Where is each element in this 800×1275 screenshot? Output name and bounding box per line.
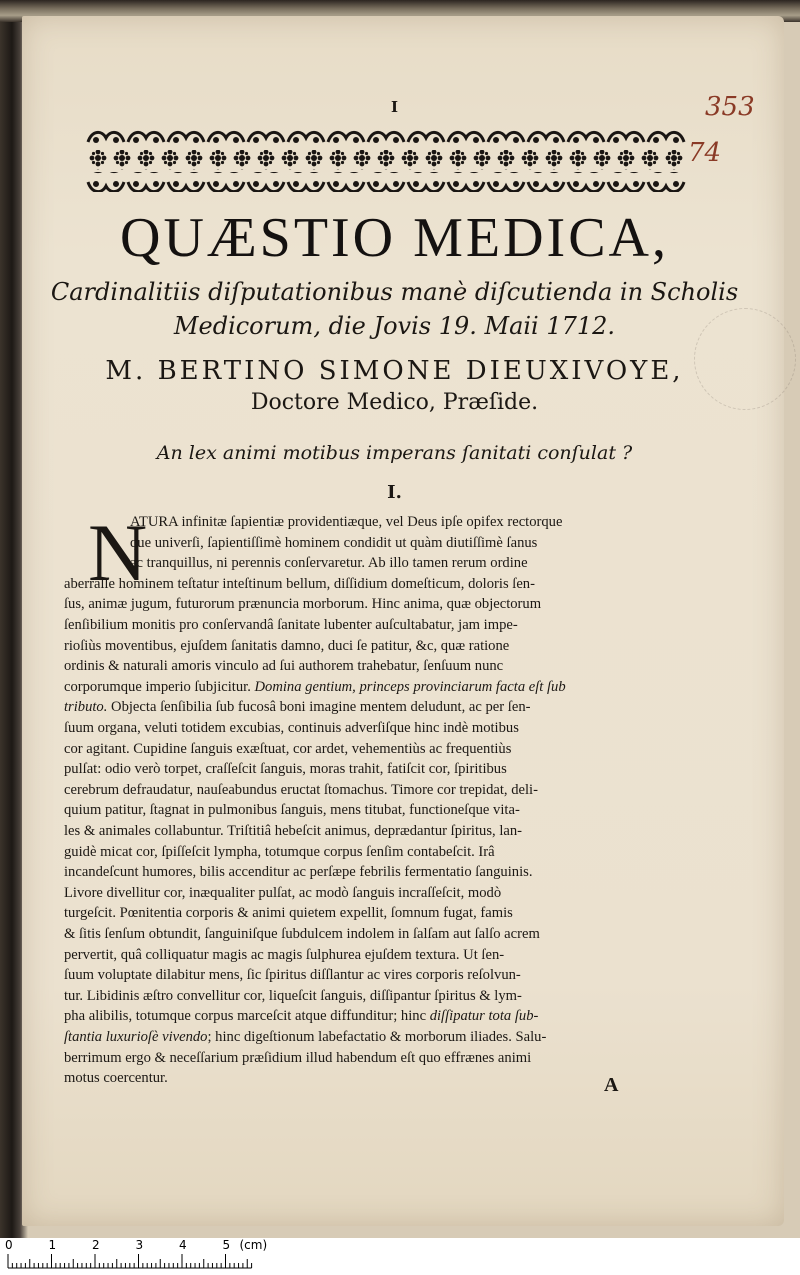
- book-page: [22, 16, 784, 1226]
- ruler-label: 1: [48, 1238, 57, 1252]
- italic-quote-domina: Domina gentium, princeps provinciarum facta eſt ſub: [250, 678, 566, 695]
- body-line: pha alibilis, totumque corpus marceſcit atque diffunditur; hinc diſſipatur tota ſub-: [64, 1008, 539, 1025]
- body-line: pulſat: odio verò torpet, craſſeſcit ſanguis, moras trahit, fatiſcit cor, ſpiritibus: [64, 761, 507, 778]
- body-line: cor agitant. Cupidine ſanguis exæſtuat, cor ardet, vehementiùs ac frequentiùs: [64, 740, 512, 757]
- praeses-role: Doctore Medico, Præſide.: [250, 390, 539, 415]
- body-line: rioſiùs moventibus, ejuſdem ſanitatis damno, duci ſe patitur, &c, quæ ratione: [64, 637, 510, 654]
- body-line: tur. Libidinis æſtro convellitur cor, liqueſcit ſanguis, diſſipantur ſpiritus & lym-: [64, 987, 522, 1004]
- body-line: les & animales collabuntur. Triſtitiâ hebeſcit animus, deprædantur ſpiritus, lan-: [64, 823, 523, 839]
- body-line: & ſitis ſenſum obtundit, ſanguiniſque ſubdulcem indolem in ſalſam aut ſalſo acrem: [64, 926, 540, 942]
- italic-word: ſtantia luxurioſè vivendo: [64, 1029, 208, 1045]
- body-line: Livore divellitur cor, inæqualiter pulſat, ac modò ſanguis incraſſeſcit, modò: [64, 884, 502, 901]
- ruler-unit: (cm): [239, 1238, 268, 1252]
- body-line: corporumque imperio ſubjicitur. Domina gentium, princeps provinciarum facta eſt ſub: [64, 678, 566, 695]
- drop-cap: N: [88, 507, 148, 598]
- body-line: motus coercentur.: [64, 1070, 168, 1087]
- printers-ornament-band: [86, 128, 686, 192]
- body-line: ATURA infinitæ ſapientiæ providentiæque, vel Deus ipſe opifex rectorque: [130, 514, 563, 530]
- subtitle-line-1: Cardinalitiis diſputationibus manè diſcutienda in Scholis: [50, 278, 739, 306]
- body-line: quium patitur, ſtagnat in pulmonibus ſanguis, mens titubat, functioneſque vita-: [64, 802, 520, 819]
- body-line: ſenſibilium monitis pro conſervandâ ſanitate lubenter auſcultabatur, jam impe-: [64, 617, 518, 633]
- body-line: ſus, animæ jugum, futurorum prænuncia morborum. Hinc anima, quæ objectorum: [64, 596, 542, 613]
- body-line: pervertit, quâ colliquatur magis ac magis ſulphurea ejuſdem textura. Ut ſen-: [64, 946, 505, 963]
- body-line: ſuum voluptate dilabitur mens, ſic ſpiritus diſſlantur ac vires corporis reſolvun-: [64, 967, 521, 984]
- page-number: I: [390, 98, 399, 116]
- ruler-label: 4: [179, 1238, 187, 1252]
- praeses-name: M. BERTINO SIMONE DIEUXIVOYE,: [105, 356, 684, 386]
- body-line: ſuum organa, veluti totidem excubias, continuis adverſiſque hinc indè motibus: [64, 720, 519, 736]
- scale-ruler: [0, 1238, 800, 1275]
- ruler-ticks: [0, 1238, 800, 1275]
- body-line: ordinis & naturali amoris vinculo ad ſui authorem trahebatur, ſenſuum nunc: [64, 658, 504, 675]
- thesis-question: An lex animi motibus imperans ſanitati conſulat ?: [156, 442, 633, 464]
- body-line: que univerſi, ſapientiſſimè hominem condidit ut quàm diutiſſimè ſanus: [130, 534, 538, 551]
- subtitle-line-2: Medicorum, die Jovis 19. Maii 1712.: [173, 312, 616, 340]
- body-line: tributo. Objecta ſenſibilia ſub fucosâ boni imagine mentem deludunt, ac per ſen-: [64, 699, 531, 716]
- manuscript-folio-number-2: 74: [688, 138, 722, 168]
- page-title: QUÆSTIO MEDICA,: [120, 207, 669, 269]
- catchword: A: [604, 1074, 619, 1096]
- ruler-label: 2: [92, 1238, 100, 1252]
- body-line: berrimum ergo & neceſſarium præſidium illud habendum eſt quo effrænes animi: [64, 1049, 532, 1066]
- manuscript-folio-number: 353: [705, 92, 755, 122]
- body-line: incandeſcunt humores, bilis accenditur ac perſæpe febrilis fermentatio ſanguinis.: [64, 864, 533, 881]
- body-line: aberraſſe hominem teſtatur inteſtinum bellum, diſſidium domeſticum, doloris ſen-: [64, 575, 535, 592]
- italic-word: tributo.: [64, 699, 108, 716]
- ruler-label: 3: [135, 1238, 144, 1252]
- ruler-label: 0: [5, 1238, 13, 1252]
- body-line: ac tranquillus, ni perennis conſervaretur. Ab illo tamen rerum ordine: [130, 555, 528, 572]
- body-line: guidè micat cor, ſpiſſeſcit lympha, totumque corpus ſenſim contabeſcit. Irâ: [64, 843, 495, 860]
- library-stamp: [694, 308, 796, 410]
- ruler-label: 5: [222, 1238, 231, 1252]
- ornament-icon: [86, 128, 686, 192]
- body-line: ſtantia luxurioſè vivendo; hinc digeſtionum labefactatio & morborum iliades. Salu-: [64, 1029, 547, 1045]
- section-number: I.: [387, 482, 402, 503]
- italic-quote-dissipatur: diſſipatur tota ſub-: [426, 1008, 539, 1025]
- body-line: turgeſcit. Pœnitentia corporis & animi quietem expellit, ſomnum fugat, famis: [64, 905, 513, 922]
- body-line: cerebrum defraudatur, nauſeabundus eructat ſtomachus. Timore cor trepidat, deli-: [64, 781, 538, 798]
